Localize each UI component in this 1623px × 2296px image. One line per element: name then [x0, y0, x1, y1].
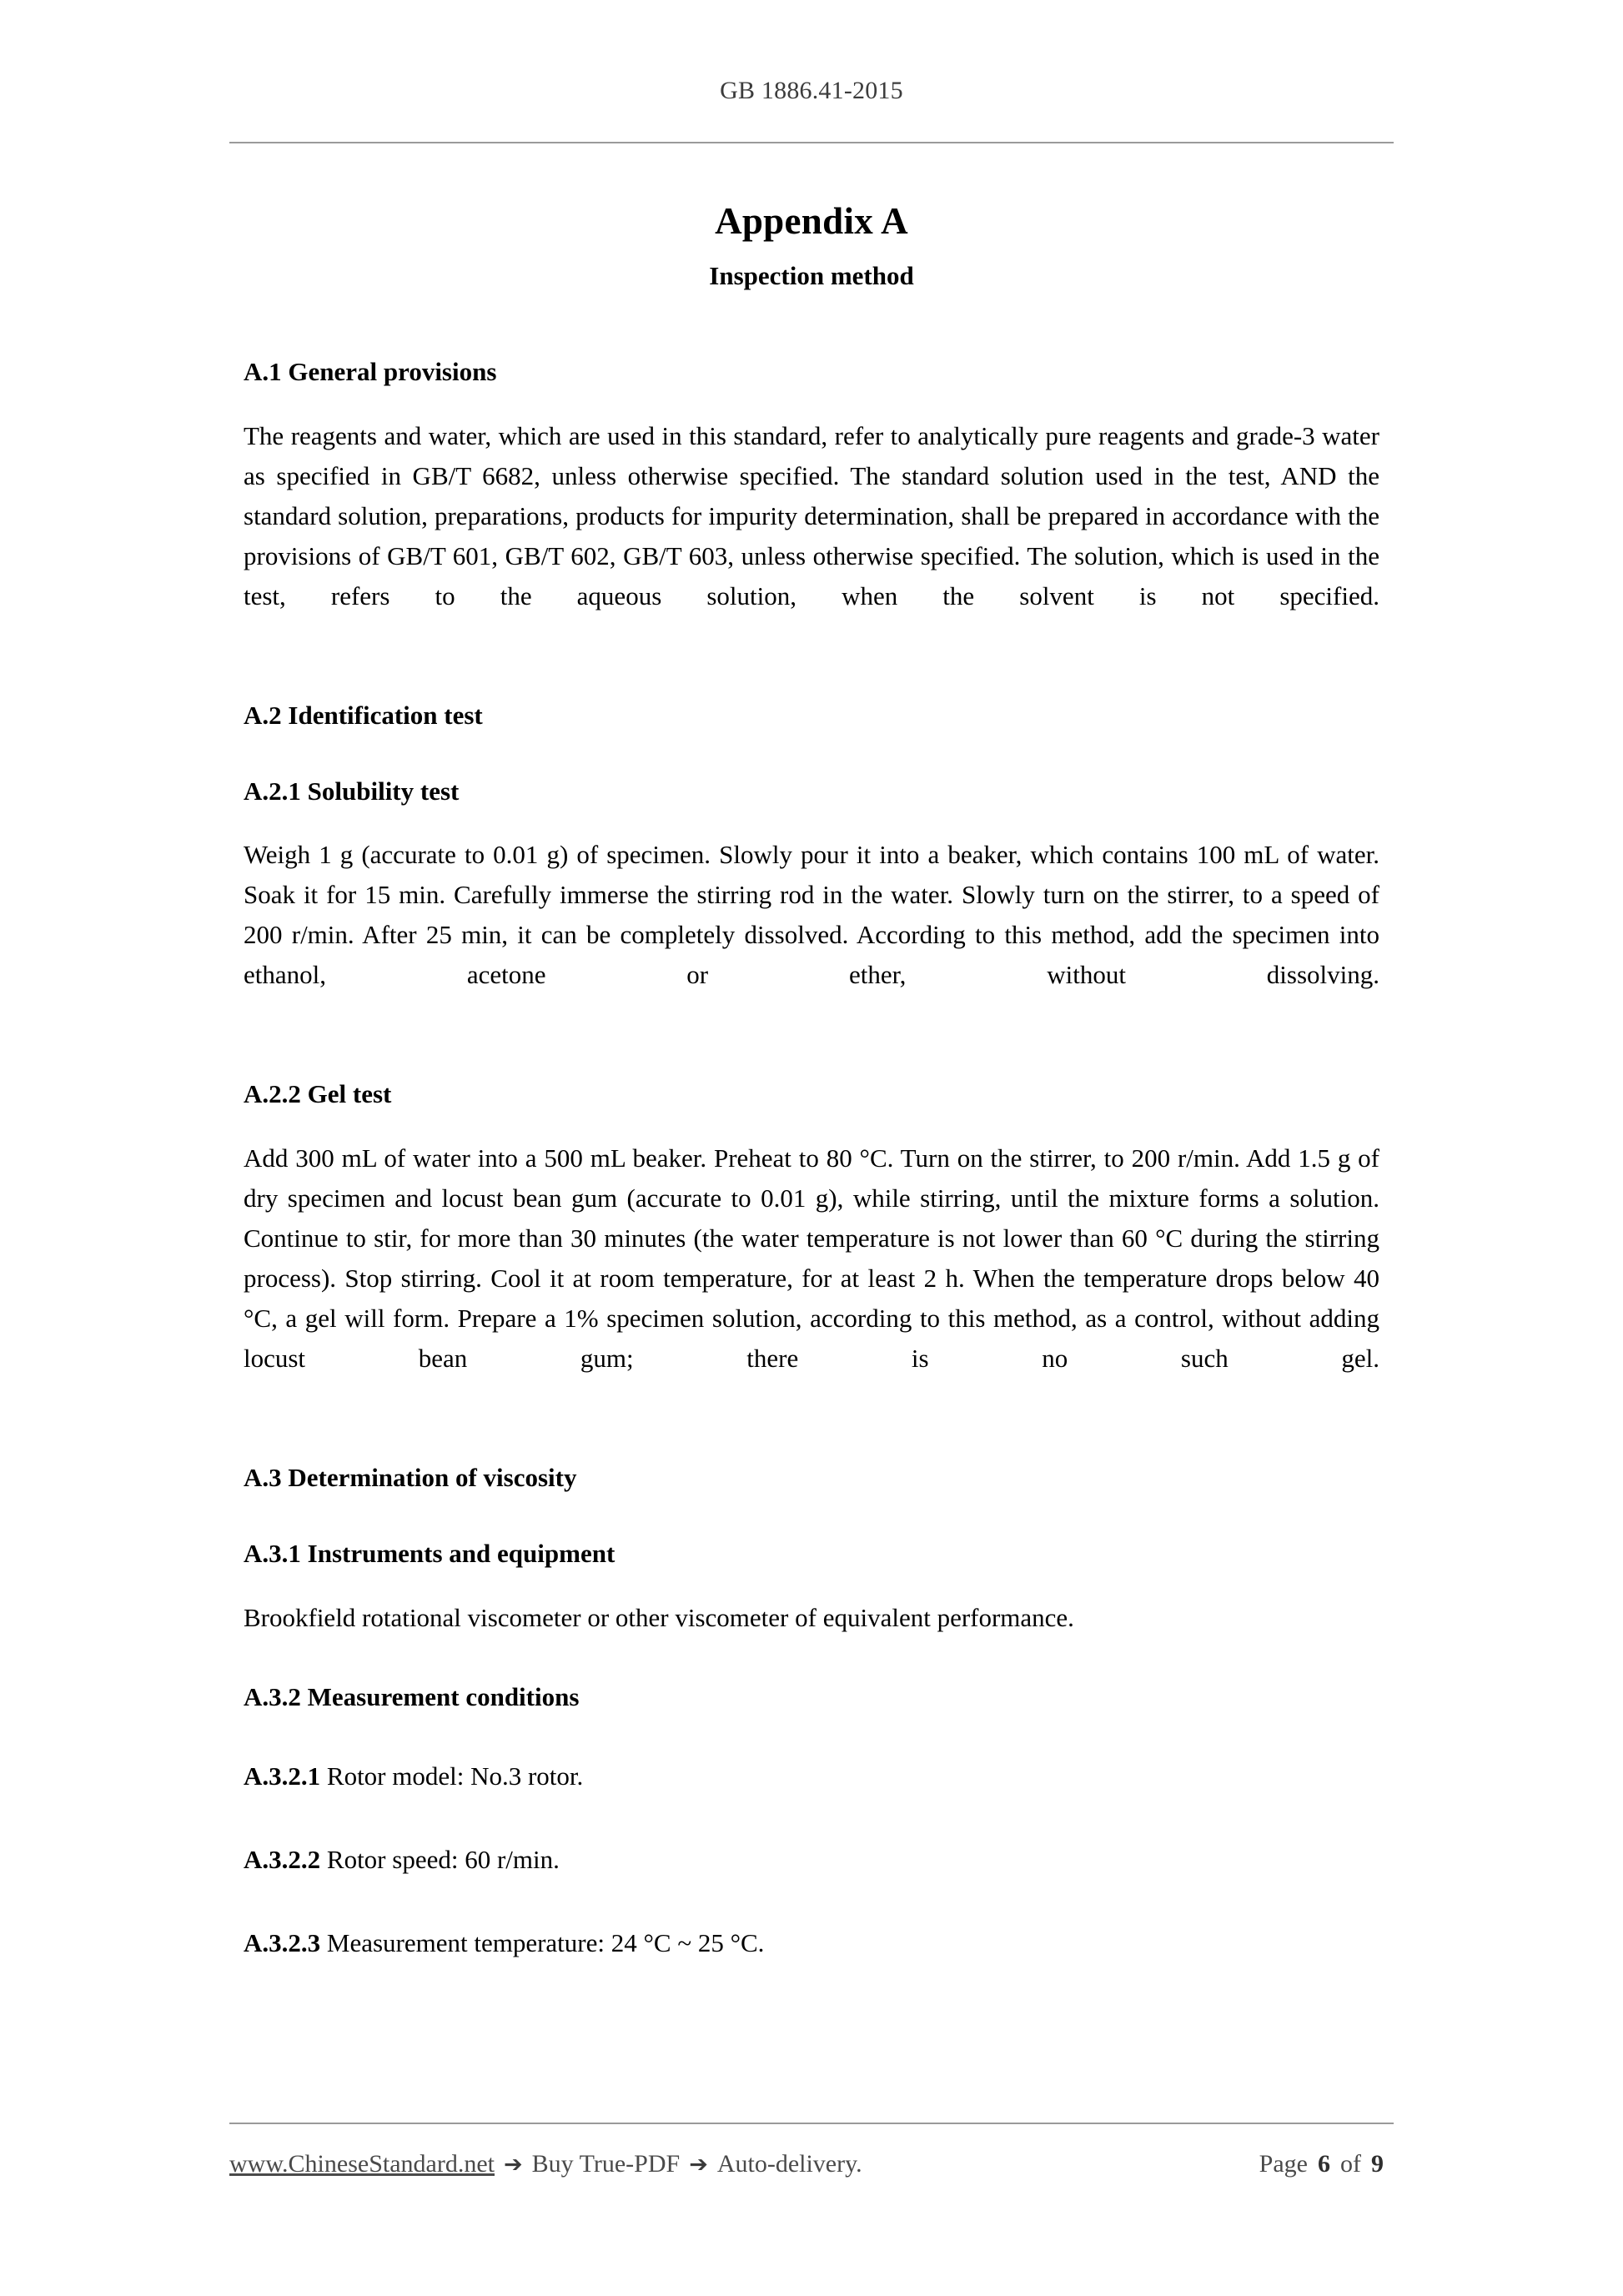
clause-text-a3-2-2: Rotor speed: 60 r/min. [326, 1845, 560, 1875]
page-footer [229, 2149, 1394, 2179]
page-header [229, 77, 1394, 104]
spacer [244, 1035, 1379, 1078]
page-total: 9 [1371, 2150, 1384, 2178]
appendix-title: Appendix A [715, 200, 908, 242]
heading-a2-1: A.2.1 Solubility test [244, 776, 460, 806]
spacer [244, 1495, 1379, 1538]
spacer [244, 656, 1379, 700]
clause-a3-2-2 [244, 1840, 1379, 1880]
spacer [244, 1713, 1379, 1756]
paragraph-a1: The reagents and water, which are used in this standard, refer to analytically pure reagents and grade-3 water as specified in GB/T 6682, unless otherwise specified. The standard solution used in the test, AND the standard solution, preparations, products for impurity determination, shall be prepared in accordance with the provisions of GB/T 601, GB/T 602, GB/T 603, unless otherwise specified. The solution, which is used in the test, refers to the aqueous solution, when the solvent is not specified. [244, 420, 1379, 610]
page-of-label: of [1340, 2150, 1361, 2178]
page-number [1259, 2149, 1394, 2179]
standard-code-header: GB 1886.41-2015 [720, 77, 903, 104]
spacer [244, 1638, 1379, 1681]
footer-promo-text-1: Buy True-PDF [531, 2150, 681, 2178]
clause-number-a3-2-2: A.3.2.2 [244, 1845, 321, 1875]
heading-a3-2: A.3.2 Measurement conditions [244, 1681, 580, 1711]
header-divider [229, 142, 1394, 143]
heading-a2: A.2 Identification test [244, 700, 483, 730]
heading-a1: A.1 General provisions [244, 357, 497, 387]
arrow-right-icon: ➔ [689, 2152, 708, 2177]
spacer [244, 1111, 1379, 1138]
arrow-right-icon: ➔ [504, 2152, 523, 2177]
document-content [244, 171, 1379, 1963]
clause-a3-2-1 [244, 1756, 1379, 1796]
clause-a3-2-3 [244, 1923, 1379, 1963]
paragraph-a2-1: Weigh 1 g (accurate to 0.01 g) of specimen. Slowly pour it into a beaker, which contains 100 mL of water. Soak it for 15 min. Carefully immerse the stirring rod in the water. Slowly turn on the stirrer, to a speed of 200 r/min. After 25 min, it can be completely dissolved. According to this method, add the specimen into ethanol, acetone or ether, without dissolving. [244, 840, 1379, 990]
spacer [244, 732, 1379, 776]
heading-a3: A.3 Determination of viscosity [244, 1463, 577, 1493]
spacer [244, 807, 1379, 835]
spacer [244, 1880, 1379, 1923]
paragraph-a3-1: Brookfield rotational viscometer or other viscometer of equivalent performance. [244, 1602, 1074, 1632]
clause-number-a3-2-1: A.3.2.1 [244, 1761, 321, 1791]
page-label: Page [1259, 2150, 1308, 2178]
heading-a2-2: A.2.2 Gel test [244, 1079, 392, 1109]
spacer [244, 389, 1379, 416]
spacer [244, 1796, 1379, 1840]
footer-website-link[interactable]: www.ChineseStandard.net [229, 2150, 495, 2178]
page-current: 6 [1318, 2150, 1330, 2178]
clause-text-a3-2-3: Measurement temperature: 24 °C ~ 25 °C. [326, 1928, 765, 1958]
appendix-subtitle: Inspection method [709, 261, 914, 290]
footer-divider [229, 2123, 1394, 2124]
spacer [244, 291, 1379, 356]
heading-a3-1: A.3.1 Instruments and equipment [244, 1538, 616, 1568]
spacer [244, 1419, 1379, 1462]
clause-text-a3-2-1: Rotor model: No.3 rotor. [326, 1761, 584, 1791]
clause-number-a3-2-3: A.3.2.3 [244, 1928, 321, 1958]
paragraph-a2-2: Add 300 mL of water into a 500 mL beaker. Preheat to 80 °C. Turn on the stirrer, to 200 r/min. Add 1.5 g of dry specimen and locust bean gum (accurate to 0.01 g), while stirring, until the mixture forms a solution. Continue to stir, for more than 30 minutes (the water temperature is not lower than 60 °C during the stirring process). Stop stirring. Cool it at room temperature, for at least 2 h. When the temperature drops below 40 °C, a gel will form. Prepare a 1% specimen solution, according to this method, as a control, without adding locust bean gum; there is no such gel. [244, 1143, 1379, 1374]
spacer [244, 1570, 1379, 1598]
footer-promo [229, 2149, 862, 2179]
footer-promo-text-2: Auto-delivery. [716, 2150, 862, 2178]
